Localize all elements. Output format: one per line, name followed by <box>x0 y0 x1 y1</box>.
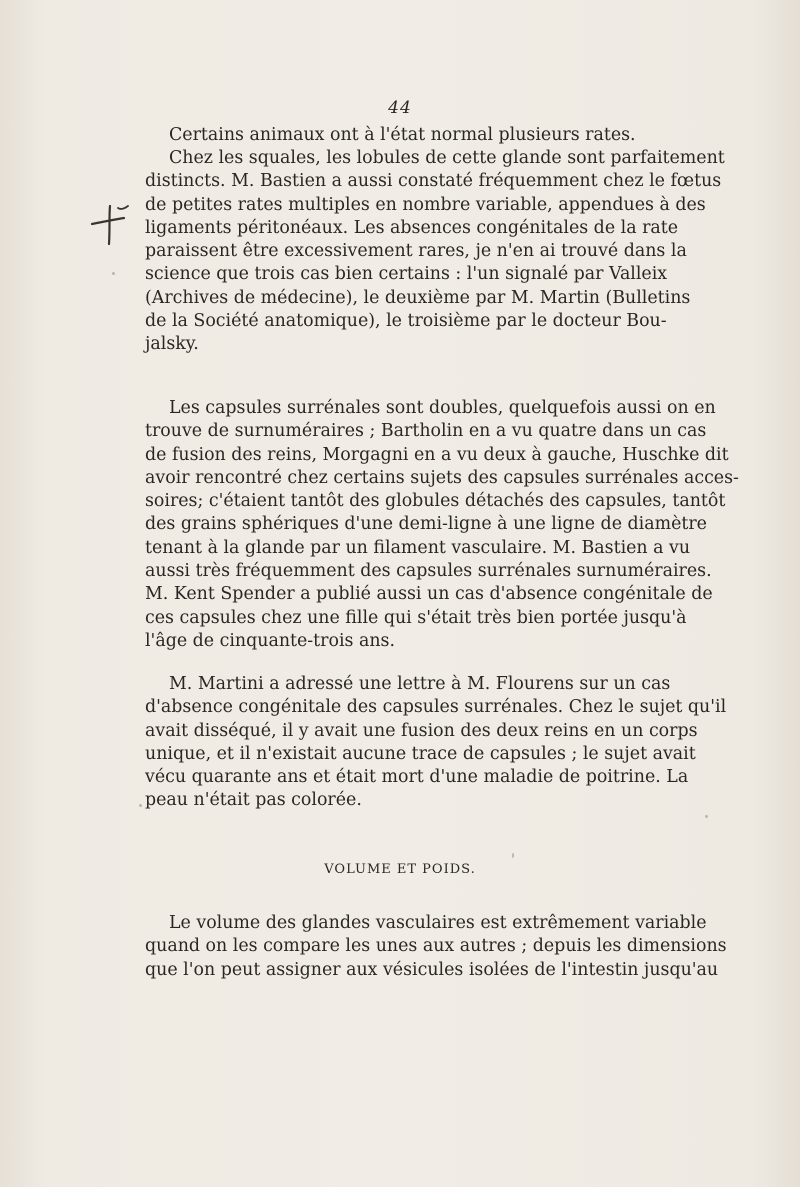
text-line: de fusion des reins, Morgagni en a vu deux à gauche, Huschke dit <box>145 444 729 465</box>
page-number: 44 <box>388 98 412 118</box>
paragraph-2 <box>145 147 725 357</box>
text-line: paraissent être excessivement rares, je n'en ai trouvé dans la <box>145 241 687 262</box>
text-line: d'absence congénitale des capsules surrénales. Chez le sujet qu'il <box>145 697 727 718</box>
paragraph-5 <box>145 912 727 982</box>
text-line: Le volume des glandes vasculaires est extrêmement variable <box>169 913 707 933</box>
text-line: vécu quarante ans et était mort d'une maladie de poitrine. La <box>145 767 689 788</box>
text-line: avoir rencontré chez certains sujets des capsules surrénales acces- <box>145 467 739 488</box>
section-title: VOLUME ET POIDS. <box>324 862 476 877</box>
paragraph-4 <box>145 673 727 813</box>
text-line: jalsky. <box>145 334 199 355</box>
text-line: soires; c'étaient tantôt des globules détachés des capsules, tantôt <box>145 491 726 512</box>
text-line: (Archives de médecine), le deuxième par M. Martin (Bulletins <box>145 287 691 308</box>
text-line: Certains animaux ont à l'état normal plusieurs rates. <box>169 125 636 145</box>
text-line: ligaments péritonéaux. Les absences congénitales de la rate <box>145 217 679 238</box>
text-line: M. Kent Spender a publié aussi un cas d'absence congénitale de <box>145 584 713 605</box>
text-line: trouve de surnuméraires ; Bartholin en a vu quatre dans un cas <box>145 421 707 442</box>
text-line: M. Martini a adressé une lettre à M. Flourens sur un cas <box>169 674 671 694</box>
text-line: quand on les compare les unes aux autres ; depuis les dimensions <box>145 936 727 957</box>
paragraph-1 <box>145 124 657 147</box>
text-line: unique, et il n'existait aucune trace de capsules ; le sujet avait <box>145 743 696 764</box>
paragraph-3 <box>145 397 739 653</box>
paper-speck <box>112 272 115 275</box>
text-line: aussi très fréquemment des capsules surrénales surnuméraires. <box>145 561 712 582</box>
text-line: avait disséqué, il y avait une fusion des deux reins en un corps <box>145 720 698 741</box>
text-line: peau n'était pas colorée. <box>145 790 362 811</box>
text-line: tenant à la glande par un filament vasculaire. M. Bastien a vu <box>145 537 691 558</box>
text-line: de la Société anatomique), le troisième par le docteur Bou- <box>145 311 667 332</box>
paper-speck <box>139 804 142 807</box>
text-line: Les capsules surrénales sont doubles, quelquefois aussi on en <box>169 398 716 418</box>
text-line: ces capsules chez une fille qui s'était très bien portée jusqu'à <box>145 607 687 628</box>
paper-speck <box>512 853 514 858</box>
text-line: l'âge de cinquante-trois ans. <box>145 630 395 651</box>
text-line: que l'on peut assigner aux vésicules isolées de l'intestin jusqu'au <box>145 959 719 980</box>
text-line: science que trois cas bien certains : l'un signalé par Valleix <box>145 264 668 285</box>
paper-speck <box>705 815 708 818</box>
text-line: distincts. M. Bastien a aussi constaté fréquemment chez le fœtus <box>145 171 722 192</box>
text-line: des grains sphériques d'une demi-ligne à une ligne de diamètre <box>145 514 707 535</box>
text-line: de petites rates multiples en nombre variable, appendues à des <box>145 194 706 215</box>
handwritten-cross-mark <box>88 200 138 250</box>
text-line: Chez les squales, les lobules de cette glande sont parfaitement <box>169 148 725 168</box>
